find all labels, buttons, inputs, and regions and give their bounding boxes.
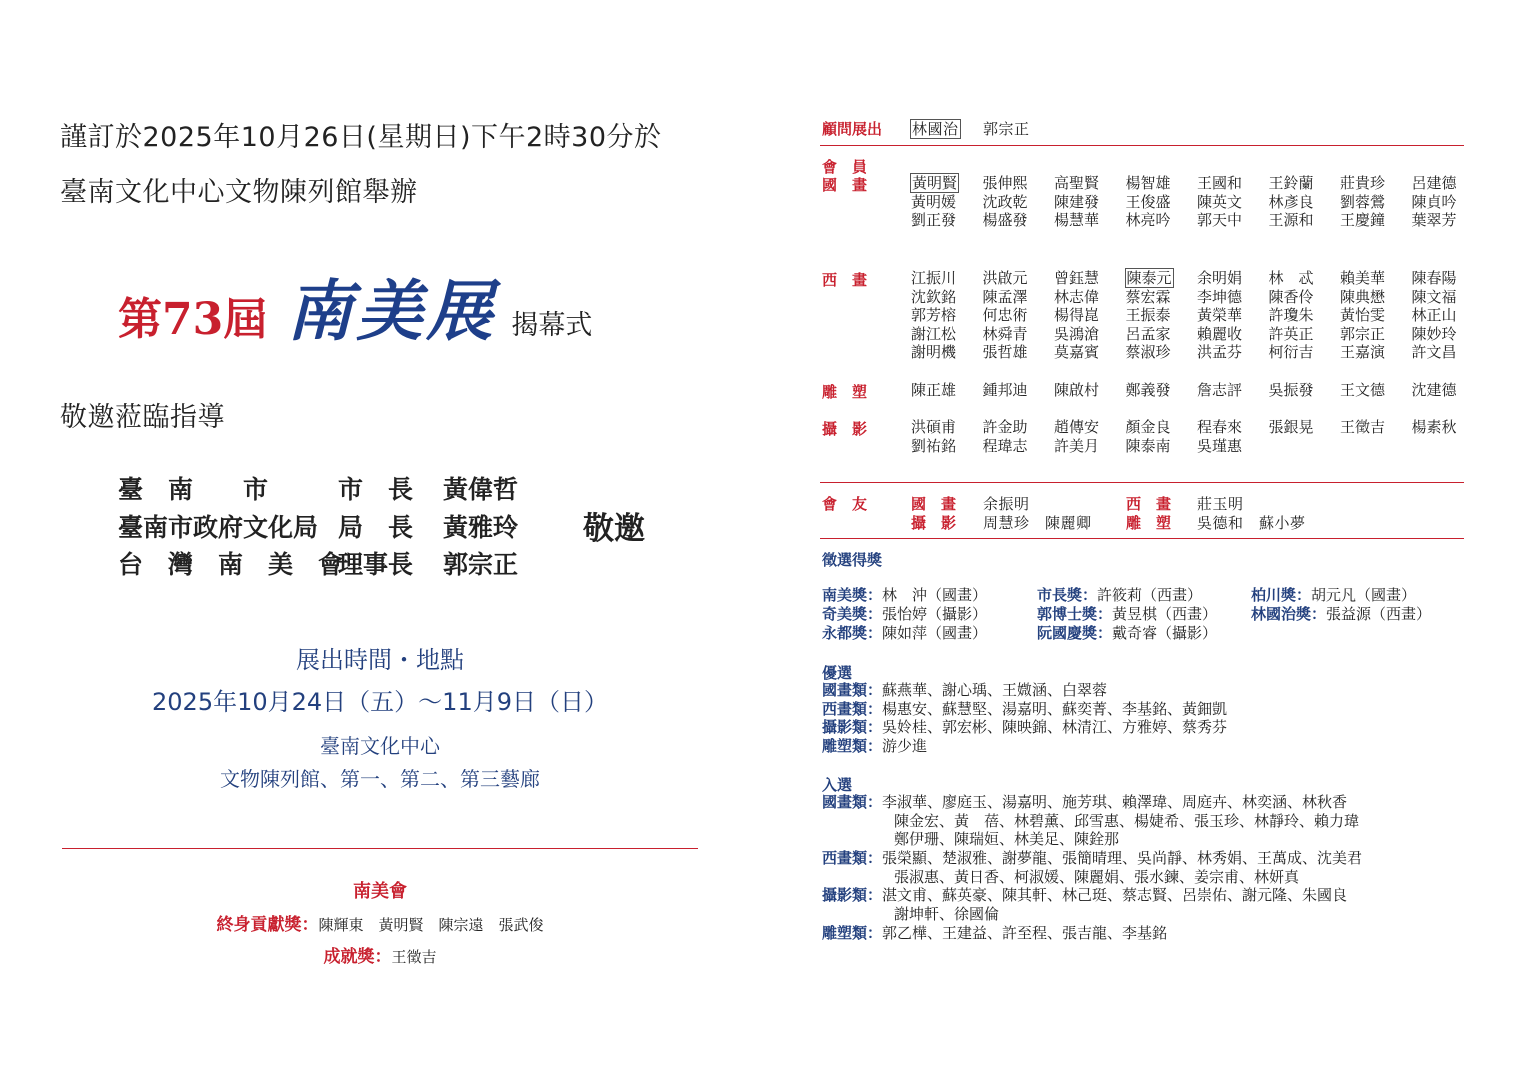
- exhibition-dates: 2025年10月24日（五）～11月9日（日）: [152, 688, 608, 716]
- members-photo-names: [911, 418, 1483, 455]
- invite-word: 敬邀: [583, 511, 645, 547]
- invite-line: 敬邀蒞臨指導: [60, 402, 225, 433]
- member-name: 王國和: [1197, 174, 1243, 192]
- member-name: 許文昌: [1411, 343, 1457, 361]
- member-name: 許金助: [982, 418, 1028, 436]
- achievement-award-label: 成就獎：: [323, 947, 392, 967]
- event-title: [118, 258, 593, 350]
- member-name: 陳貞吟: [1411, 192, 1457, 211]
- member-name: 王振泰: [1125, 306, 1171, 324]
- divider: [820, 482, 1464, 483]
- achievement-award: [60, 942, 700, 967]
- lifetime-award-label: 終身貢獻獎：: [216, 915, 319, 935]
- friends-sculpture-names: 吳德和 蘇小夢: [1197, 514, 1306, 532]
- member-name: 沈政乾: [982, 192, 1028, 211]
- member-name: 王徵吉: [1340, 418, 1386, 436]
- member-name: 許英正: [1268, 324, 1314, 343]
- member-name: 程瑋志: [982, 436, 1028, 455]
- member-name: 劉祐銘: [911, 436, 957, 455]
- lifetime-award: [60, 910, 700, 935]
- member-name: 陳妙玲: [1411, 324, 1457, 343]
- member-name: 黃榮華: [1197, 306, 1243, 324]
- members-xihua-names: [911, 269, 1483, 362]
- member-name: 林亮吟: [1125, 211, 1171, 229]
- member-name: 林志偉: [1054, 287, 1100, 306]
- selected-guohua: 國畫類：李淑華、廖庭玉、湯嘉明、施芳琪、賴澤瑋、周庭卉、林奕涵、林秋香: [822, 793, 1348, 811]
- member-name: 沈建德: [1411, 381, 1457, 399]
- intro-line-1: 謹訂於2025年10月26日(星期日)下午2時30分於: [60, 122, 662, 153]
- members-guohua-label: 國 畫: [822, 176, 868, 194]
- member-name: 洪啟元: [982, 269, 1028, 287]
- member-name: 黃怡雯: [1340, 306, 1386, 324]
- friends-guohua-names: 余振明: [983, 495, 1030, 513]
- member-name: 謝明機: [911, 343, 957, 361]
- friends-xihua-label: 西 畫: [1126, 495, 1172, 513]
- edition-number: 第73屆: [118, 294, 268, 345]
- member-name: 賴美華: [1340, 269, 1386, 287]
- member-name: 王鈴蘭: [1268, 174, 1314, 192]
- member-name: 王嘉演: [1340, 343, 1386, 361]
- member-name: 林彥良: [1268, 192, 1314, 211]
- member-name: 蔡宏霖: [1125, 287, 1171, 306]
- member-name: 陳建發: [1054, 192, 1100, 211]
- advisor-name: 郭宗正: [983, 120, 1030, 138]
- friends-photo-names: 周慧珍 陳麗卿: [983, 514, 1092, 532]
- selected-xihua-cont: 張淑惠、黃日香、柯淑媛、陳麗娟、張水鍊、姜宗甫、林妍真: [894, 868, 1300, 886]
- member-name: 陳孟澤: [982, 287, 1028, 306]
- selected-guohua-cont: 陳金宏、黃 蓓、林碧薰、邱雪惠、楊婕希、張玉珍、林靜玲、賴力瑋: [894, 812, 1360, 830]
- society-name: 南美會: [353, 881, 407, 902]
- member-name: 許美月: [1054, 436, 1100, 455]
- member-name: 莫嘉賓: [1054, 343, 1100, 361]
- member-name: 楊得崑: [1054, 306, 1100, 324]
- member-name: 陳文福: [1411, 287, 1457, 306]
- prize-row: 南美獎：林 沖（國畫） 市長獎：許筱莉（西畫） 柏川獎：胡元凡（國畫）: [822, 586, 1417, 604]
- selected-xihua: 西畫類：張榮顯、楚淑雅、謝夢龍、張簡晴理、吳尚靜、林秀娟、王萬成、沈美君: [822, 849, 1363, 867]
- member-name: 吳鴻滄: [1054, 324, 1100, 343]
- excellent-xihua: 西畫類：楊惠安、蘇慧堅、湯嘉明、蘇奕菁、李基銘、黃鈿凱: [822, 700, 1228, 718]
- host-row: [118, 545, 563, 581]
- member-name: 劉蓉鶯: [1340, 192, 1386, 211]
- friends-sculpture-label: 雕 塑: [1126, 514, 1172, 532]
- member-name: 張銀晃: [1268, 418, 1314, 436]
- member-name: 謝江松: [911, 324, 957, 343]
- host-row: [118, 508, 563, 544]
- lifetime-award-names: 陳輝東 黃明賢 陳宗遠 張武俊: [318, 916, 544, 934]
- member-name: 程春來: [1197, 418, 1243, 436]
- host-name: 郭宗正: [443, 550, 519, 579]
- member-name: 賴麗收: [1197, 324, 1243, 343]
- members-photo-label: 攝 影: [822, 420, 868, 438]
- member-name: 何忠術: [982, 306, 1028, 324]
- excellent-photo: 攝影類：吳姈桂、郭宏彬、陳映錦、林清江、方雅婷、蔡秀芬: [822, 718, 1228, 736]
- member-name: 黃明賢: [912, 174, 958, 192]
- prize-row: 永都獎：陳如萍（國畫） 阮國慶獎：戴奇睿（攝影）: [822, 624, 1218, 642]
- host-role: 理事長: [338, 550, 414, 579]
- member-name: 張伸熙: [982, 174, 1028, 192]
- member-name: 陳香伶: [1268, 287, 1314, 306]
- member-name: 陳典懋: [1340, 287, 1386, 306]
- member-name: 王源和: [1268, 211, 1314, 229]
- excellent-sculpture: 雕塑類：游少進: [822, 737, 928, 755]
- member-name: 林 忒: [1268, 269, 1314, 287]
- divider: [820, 145, 1464, 146]
- member-name: 鍾邦迪: [982, 381, 1028, 399]
- member-name: 陳泰元: [1126, 269, 1172, 287]
- member-name: 陳正雄: [911, 381, 957, 399]
- members-sculpture-label: 雕 塑: [822, 383, 868, 401]
- member-name: 呂孟家: [1125, 324, 1171, 343]
- member-name: 葉翠芳: [1411, 211, 1457, 229]
- member-name: 余明娟: [1197, 269, 1243, 287]
- member-name: 陳春陽: [1411, 269, 1457, 287]
- member-name: 李坤德: [1197, 287, 1243, 306]
- selected-heading: 入選: [822, 776, 853, 794]
- member-name: 黃明媛: [911, 192, 957, 211]
- member-name: 曾鈺慧: [1054, 269, 1100, 287]
- member-name: 莊貴珍: [1340, 174, 1386, 192]
- host-name: 黃雅玲: [443, 513, 519, 542]
- member-name: 吳振發: [1268, 381, 1314, 399]
- member-name: 王文德: [1340, 381, 1386, 399]
- member-name: 蔡淑珍: [1125, 343, 1171, 361]
- members-sculpture-names: [911, 381, 1483, 400]
- divider: [62, 848, 698, 849]
- intro-line-2: 臺南文化中心文物陳列館舉辦: [60, 177, 418, 208]
- member-name: 江振川: [911, 269, 957, 287]
- members-xihua-label: 西 畫: [822, 271, 868, 289]
- selected-photo-cont: 謝坤軒、徐國倫: [894, 905, 1000, 923]
- member-name: 顏金良: [1125, 418, 1171, 436]
- excellent-guohua: 國畫類：蘇燕華、謝心瑀、王媺涵、白翠蓉: [822, 681, 1108, 699]
- friends-label: 會 友: [822, 495, 868, 513]
- advisor-name: 林國治: [912, 120, 959, 138]
- host-role: 市 長: [338, 475, 414, 504]
- host-org: 臺 南 市: [118, 475, 269, 504]
- member-name: 沈欽銘: [911, 287, 957, 306]
- member-name: 趙傳安: [1054, 418, 1100, 436]
- excellent-heading: 優選: [822, 664, 853, 682]
- member-name: 郭宗正: [1340, 324, 1386, 343]
- host-row: [118, 470, 563, 506]
- host-role: 局 長: [338, 513, 414, 542]
- exhibition-venue-1: 臺南文化中心: [320, 734, 440, 758]
- friends-photo-label: 攝 影: [911, 514, 957, 532]
- host-org: 臺南市政府文化局: [118, 513, 319, 542]
- member-name: 郭芳榕: [911, 306, 957, 324]
- member-name: 王俊盛: [1125, 192, 1171, 211]
- member-name: 陳泰南: [1125, 436, 1171, 455]
- selected-sculpture: 雕塑類：郭乙樺、王建益、許至程、張吉龍、李基銘: [822, 924, 1168, 942]
- divider: [820, 538, 1464, 539]
- member-name: 陳英文: [1197, 192, 1243, 211]
- member-name: 鄭義發: [1125, 381, 1171, 399]
- members-guohua-names: [911, 174, 1483, 230]
- selected-photo: 攝影類：湛文甫、蘇英豪、陳其軒、林己珽、蔡志賢、呂崇佑、謝元隆、朱國良: [822, 886, 1348, 904]
- prize-row: 奇美獎：張怡婷（攝影） 郭博士獎：黃昱棋（西畫） 林國治獎：張益源（西畫）: [822, 605, 1432, 623]
- member-name: 吳瑾惠: [1197, 436, 1243, 455]
- exhibition-heading: 展出時間・地點: [296, 646, 464, 674]
- member-name: 陳啟村: [1054, 381, 1100, 399]
- member-name: 呂建德: [1411, 174, 1457, 192]
- member-name: 林舜青: [982, 324, 1028, 343]
- exhibition-venue-2: 文物陳列館、第一、第二、第三藝廊: [220, 767, 540, 791]
- ceremony-label: 揭幕式: [511, 310, 593, 341]
- member-name: 劉正發: [911, 211, 957, 229]
- member-name: 許瓊朱: [1268, 306, 1314, 324]
- host-name: 黃偉哲: [443, 475, 519, 504]
- member-name: 高聖賢: [1054, 174, 1100, 192]
- advisors-label: 顧問展出: [822, 120, 883, 138]
- prizes-heading: 徵選得獎: [822, 551, 883, 569]
- exhibition-name: 南美展: [286, 272, 497, 350]
- member-name: 柯衍吉: [1268, 343, 1314, 361]
- member-name: 洪碩甫: [911, 418, 957, 436]
- member-name: 詹志評: [1197, 381, 1243, 399]
- member-name: 王慶鐘: [1340, 211, 1386, 229]
- selected-guohua-cont: 鄭伊珊、陳瑞姮、林美足、陳銓那: [894, 830, 1120, 848]
- member-name: 楊慧華: [1054, 211, 1100, 229]
- member-name: 洪孟芬: [1197, 343, 1243, 361]
- members-label: 會 員: [822, 158, 868, 176]
- member-name: 楊智雄: [1125, 174, 1171, 192]
- member-name: 楊盛發: [982, 211, 1028, 229]
- host-org: 台 灣 南 美 會: [118, 550, 344, 579]
- member-name: 林正山: [1411, 306, 1457, 324]
- achievement-award-names: 王徵吉: [391, 948, 437, 966]
- member-name: 郭天中: [1197, 211, 1243, 229]
- friends-xihua-names: 莊玉明: [1197, 495, 1244, 513]
- member-name: 張哲雄: [982, 343, 1028, 361]
- member-name: 楊素秋: [1411, 418, 1457, 436]
- friends-guohua-label: 國 畫: [911, 495, 957, 513]
